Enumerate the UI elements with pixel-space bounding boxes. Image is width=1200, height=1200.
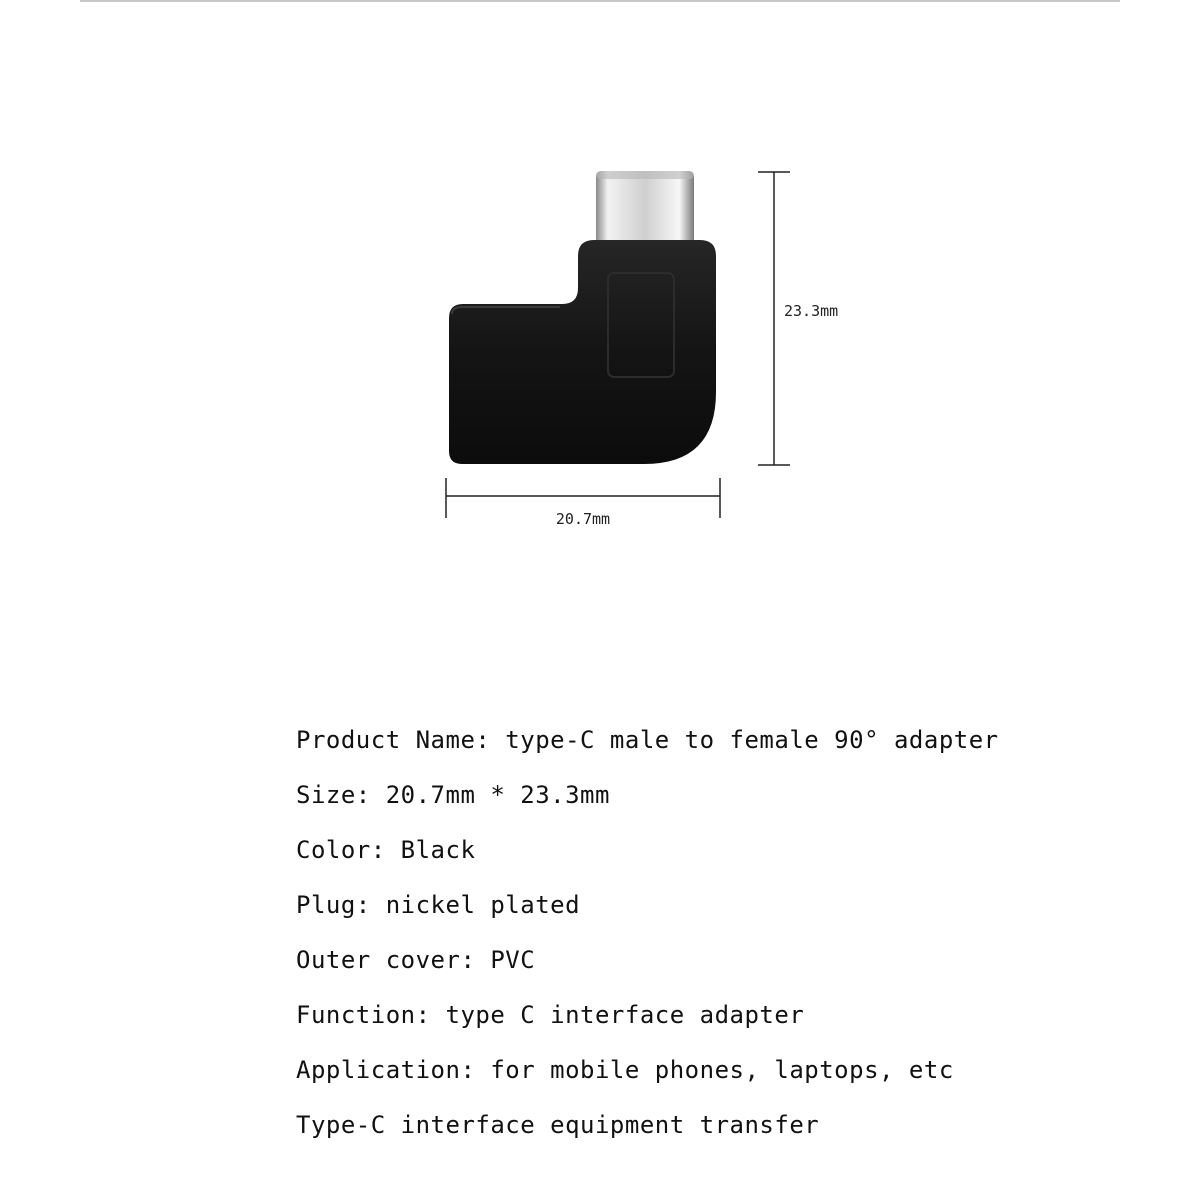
width-dimension-label: 20.7mm — [555, 510, 611, 528]
spec-plug: Plug: nickel plated — [296, 891, 581, 919]
adapter-body — [449, 240, 716, 464]
height-dimension-label: 23.3mm — [784, 302, 839, 320]
spec-function: Function: type C interface adapter — [296, 1001, 805, 1029]
spec-list — [296, 722, 1176, 1162]
spec-color: Color: Black — [296, 836, 476, 864]
spec-transfer: Type-C interface equipment transfer — [296, 1111, 820, 1139]
spec-product-name: Product Name: type-C male to female 90° adapter — [296, 726, 999, 754]
metal-plug — [596, 171, 694, 247]
spec-outer-cover: Outer cover: PVC — [296, 946, 536, 974]
spec-application: Application: for mobile phones, laptops, etc — [296, 1056, 954, 1084]
spec-size: Size: 20.7mm * 23.3mm — [296, 781, 610, 809]
